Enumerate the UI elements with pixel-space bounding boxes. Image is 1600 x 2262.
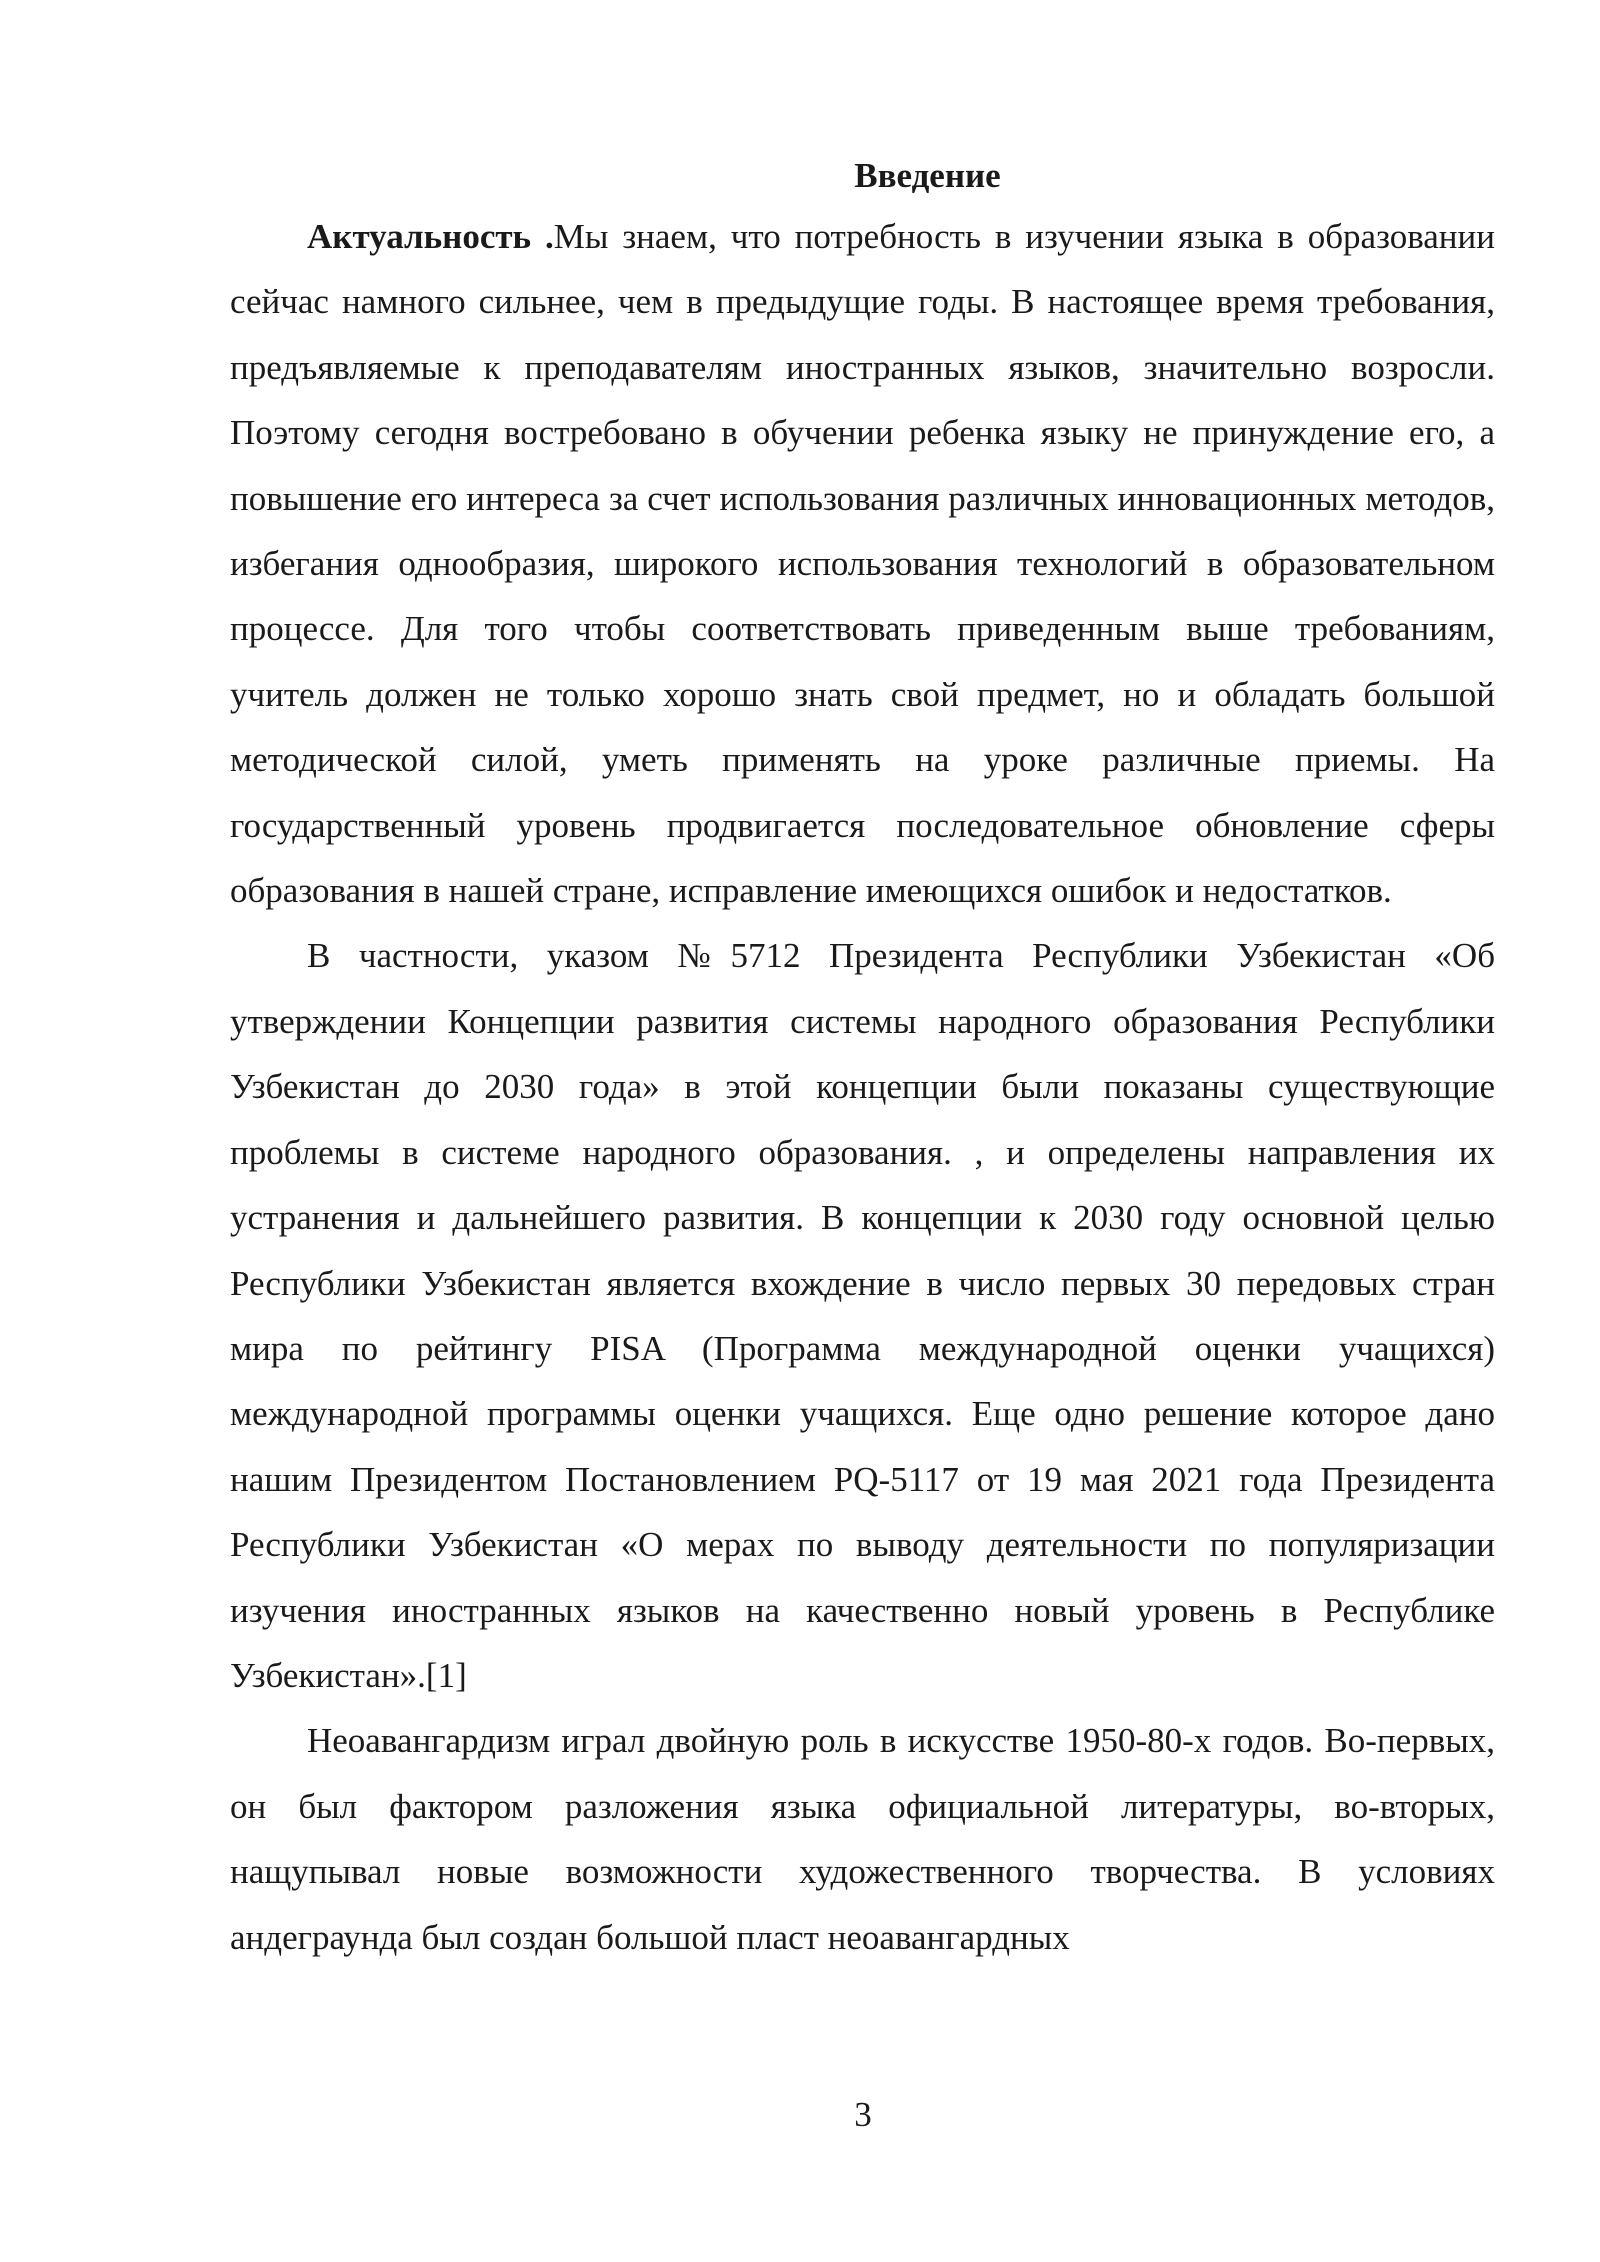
document-page (230, 148, 1495, 1970)
page-number: 3 (854, 2095, 872, 2134)
paragraph-neoavantgarde (230, 1708, 1495, 1970)
paragraph-text: В частности, указом №5712 Президента Республики Узбекистан «Об утверждении Концепции развития системы народного образования Республики Узбекистан до 2030 года» в этой концепции были показаны существующие проблемы в системе народного образования. , и определены направления их устранения и дальнейшего развития. В концепции к 2030 году основной целью Республики Узбекистан является вхождение в число первых 30 передовых стран мира по рейтингу PISA (Программа международной оценки учащихся) международной программы оценки учащихся. Еще одно решение которое дано нашим Президентом Постановлением PQ-5117 от 19 мая 2021 года Президента Республики Узбекистан «О мерах по выводу деятельности по популяризации изучения иностранных языков на качественно новый уровень в Республике Узбекистан».[1] (230, 936, 1495, 1695)
paragraph-text: Мы знаем, что потребность в изучении языка в образовании сейчас намного сильнее, чем в предыдущие годы. В настоящее время требования, предъявляемые к преподавателям иностранных языков, значительно возросли. Поэтому сегодня востребовано в обучении ребенка языку не принуждение его, а повышение его интереса за счет использования различных инновационных методов, избегания однообразия, широкого использования технологий в образовательном процессе. Для того чтобы соответствовать приведенным выше требованиям, учитель должен не только хорошо знать свой предмет, но и обладать большой методической силой, уметь применять на уроке различные приемы. На государственный уровень продвигается последовательное обновление сферы образования в нашей стране, исправление имеющихся ошибок и недостатков. (230, 217, 1495, 911)
paragraph-decree (230, 923, 1495, 1708)
paragraph-lead: Актуальность . (307, 217, 554, 256)
section-heading: Введение (854, 156, 1001, 195)
paragraph-text: Неоавангардизм играл двойную роль в искусстве 1950-80-х годов. Во-первых, он был фактором разложения языка официальной литературы, во-вторых, нащупывал новые возможности художественного творчества. В условиях андеграунда был создан большой пласт неоавангардных (230, 1721, 1495, 1957)
paragraph-relevance (230, 204, 1495, 923)
